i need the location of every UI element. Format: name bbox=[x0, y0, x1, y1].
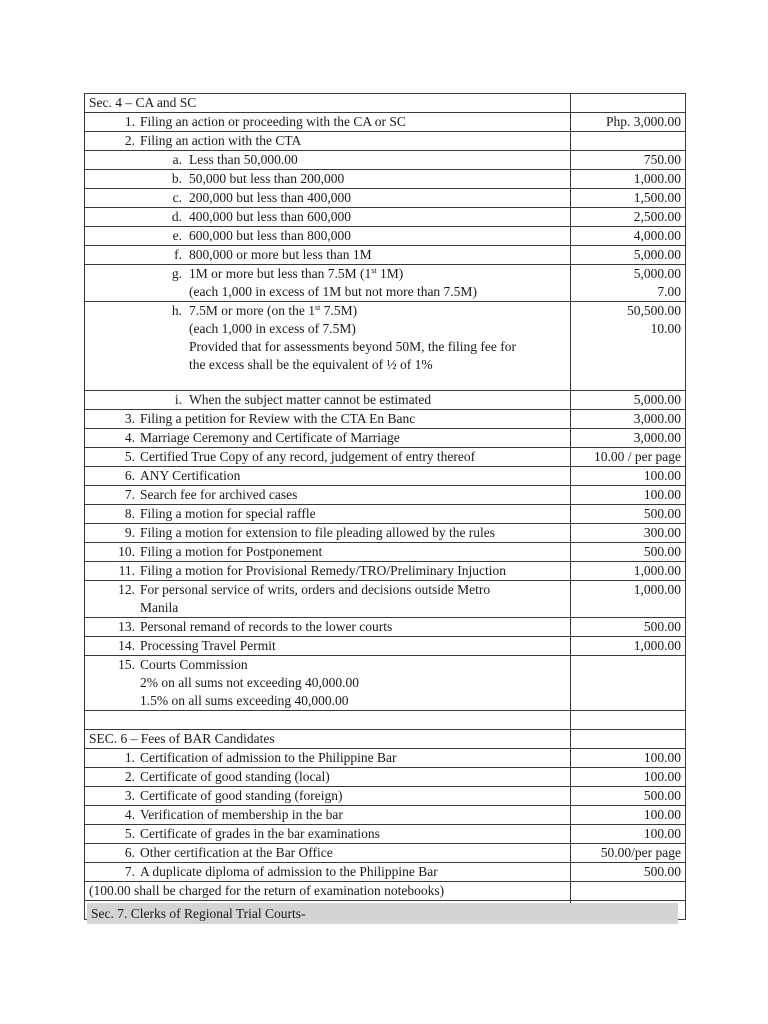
item-description: Search fee for archived cases bbox=[140, 487, 298, 502]
subitem-letter: g. bbox=[171, 266, 182, 281]
fee-value: 100.00 bbox=[571, 467, 686, 486]
table-row bbox=[85, 730, 686, 749]
item-number: 7. bbox=[124, 487, 135, 502]
table-row bbox=[85, 863, 686, 882]
fee-value: 100.00 bbox=[571, 749, 686, 768]
fee-cell bbox=[571, 656, 686, 711]
item-number: 4. bbox=[124, 807, 135, 822]
subitem-letter: f. bbox=[174, 247, 182, 262]
table-row bbox=[85, 94, 686, 113]
table-row bbox=[85, 391, 686, 410]
item-number: 2. bbox=[124, 769, 135, 784]
table-row bbox=[85, 302, 686, 391]
item-number: 3. bbox=[124, 788, 135, 803]
item-description: Other certification at the Bar Office bbox=[140, 845, 333, 860]
subitem-description: 7.5M or more (on the 1 bbox=[189, 303, 315, 318]
table-row bbox=[85, 562, 686, 581]
fee-value: 1,000.00 bbox=[571, 562, 686, 581]
subitem-letter: b. bbox=[171, 171, 182, 186]
item-continuation: 1.5% on all sums exceeding 40,000.00 bbox=[140, 693, 349, 708]
fee-value: 2,500.00 bbox=[571, 208, 686, 227]
table-row bbox=[85, 882, 686, 901]
table-row bbox=[85, 246, 686, 265]
table-row bbox=[85, 170, 686, 189]
fee-value: 500.00 bbox=[571, 863, 686, 882]
item-number: 9. bbox=[124, 525, 135, 540]
fee-value: 5,000.00 bbox=[633, 266, 681, 281]
table-row bbox=[85, 637, 686, 656]
item-description: ANY Certification bbox=[140, 468, 241, 483]
section-heading bbox=[85, 94, 571, 113]
fee-value: 500.00 bbox=[571, 505, 686, 524]
table-row bbox=[85, 429, 686, 448]
subitem-description: 600,000 but less than 800,000 bbox=[189, 228, 351, 243]
subitem-description: When the subject matter cannot be estimated bbox=[189, 392, 432, 407]
fee-value: 100.00 bbox=[571, 825, 686, 844]
fee-value: 10.00 bbox=[650, 321, 681, 336]
item-description: Certificate of good standing (local) bbox=[140, 769, 330, 784]
subitem-letter: d. bbox=[171, 209, 182, 224]
subitem-description: 800,000 or more but less than 1M bbox=[189, 247, 372, 262]
table-row bbox=[85, 486, 686, 505]
item-number: 1. bbox=[124, 114, 135, 129]
item-description: Filing a motion for special raffle bbox=[140, 506, 316, 521]
table-row bbox=[85, 844, 686, 863]
fee-value: 500.00 bbox=[571, 543, 686, 562]
table-row bbox=[85, 208, 686, 227]
table-row bbox=[85, 505, 686, 524]
fee-value: 300.00 bbox=[571, 524, 686, 543]
table-row bbox=[85, 467, 686, 486]
item-description: Filing an action with the CTA bbox=[140, 133, 302, 148]
subitem-description-end: 1M) bbox=[376, 266, 404, 281]
subitem-letter: e. bbox=[172, 228, 182, 243]
fee-cell bbox=[571, 730, 686, 749]
item-number: 15. bbox=[118, 657, 135, 672]
item-number: 5. bbox=[124, 449, 135, 464]
fee-schedule-table bbox=[84, 93, 686, 920]
table-row bbox=[85, 524, 686, 543]
table-row bbox=[85, 787, 686, 806]
fee-value: 50.00/per page bbox=[571, 844, 686, 863]
subitem-letter: i. bbox=[174, 392, 182, 407]
item-description: Certificate of grades in the bar examinations bbox=[140, 826, 380, 841]
table-row bbox=[85, 768, 686, 787]
table-row bbox=[85, 227, 686, 246]
item-number: 8. bbox=[124, 506, 135, 521]
superscript: st bbox=[314, 303, 321, 312]
subitem-description-end: 7.5M) bbox=[320, 303, 358, 318]
subitem-proviso: the excess shall be the equivalent of ½ of 1% bbox=[189, 357, 433, 372]
item-number: 10. bbox=[118, 544, 135, 559]
fee-value: 100.00 bbox=[571, 806, 686, 825]
item-description: Processing Travel Permit bbox=[140, 638, 276, 653]
next-section-heading bbox=[87, 903, 678, 924]
item-description: Filing a petition for Review with the CTA En Banc bbox=[140, 411, 416, 426]
section-note: (100.00 shall be charged for the return of examination notebooks) bbox=[89, 883, 445, 898]
subitem-letter: h. bbox=[171, 303, 182, 318]
fee-cell bbox=[571, 94, 686, 113]
item-description: A duplicate diploma of admission to the Philippine Bar bbox=[140, 864, 438, 879]
fee-value: 1,000.00 bbox=[571, 581, 686, 618]
subitem-description: 50,000 but less than 200,000 bbox=[189, 171, 345, 186]
item-description: Certified True Copy of any record, judgement of entry thereof bbox=[140, 449, 476, 464]
spacer-row bbox=[85, 711, 686, 730]
item-number: 5. bbox=[124, 826, 135, 841]
subitem-description: Less than 50,000.00 bbox=[189, 152, 298, 167]
table-row bbox=[85, 656, 686, 711]
fee-value: 3,000.00 bbox=[571, 429, 686, 448]
item-continuation: Manila bbox=[140, 600, 179, 615]
fee-value: 10.00 / per page bbox=[571, 448, 686, 467]
fee-value: 5,000.00 bbox=[571, 391, 686, 410]
fee-value: 1,000.00 bbox=[571, 170, 686, 189]
fee-value: 7.00 bbox=[657, 284, 681, 299]
item-continuation: 2% on all sums not exceeding 40,000.00 bbox=[140, 675, 359, 690]
table-row bbox=[85, 825, 686, 844]
fee-cell bbox=[571, 132, 686, 151]
section-title: Sec. 4 – CA and SC bbox=[89, 95, 197, 110]
fee-value: 50,500.00 bbox=[627, 303, 681, 318]
item-number: 2. bbox=[124, 133, 135, 148]
subitem-letter: c. bbox=[172, 190, 182, 205]
item-number: 12. bbox=[118, 582, 135, 597]
table-row bbox=[85, 151, 686, 170]
table-row bbox=[85, 132, 686, 151]
item-description: Filing a motion for Postponement bbox=[140, 544, 323, 559]
item-description: Certificate of good standing (foreign) bbox=[140, 788, 343, 803]
subitem-letter: a. bbox=[172, 152, 182, 167]
item-number: 1. bbox=[124, 750, 135, 765]
fee-value: 4,000.00 bbox=[571, 227, 686, 246]
item-number: 7. bbox=[124, 864, 135, 879]
table-row bbox=[85, 749, 686, 768]
subitem-description: 400,000 but less than 600,000 bbox=[189, 209, 351, 224]
item-description: Verification of membership in the bar bbox=[140, 807, 343, 822]
table-row bbox=[85, 189, 686, 208]
fee-value: 1,000.00 bbox=[571, 637, 686, 656]
table-row bbox=[85, 410, 686, 429]
subitem-proviso: Provided that for assessments beyond 50M, the filing fee for bbox=[189, 339, 516, 354]
fee-value: 500.00 bbox=[571, 618, 686, 637]
subitem-continuation: (each 1,000 in excess of 7.5M) bbox=[189, 321, 356, 336]
table-row bbox=[85, 806, 686, 825]
subitem-description: 1M or more but less than 7.5M (1 bbox=[189, 266, 372, 281]
fee-value: 100.00 bbox=[571, 768, 686, 787]
item-number: 13. bbox=[118, 619, 135, 634]
item-description: Personal remand of records to the lower courts bbox=[140, 619, 393, 634]
item-number: 14. bbox=[118, 638, 135, 653]
table-row bbox=[85, 448, 686, 467]
item-description: Marriage Ceremony and Certificate of Marriage bbox=[140, 430, 400, 445]
table-row bbox=[85, 581, 686, 618]
fee-value: 3,000.00 bbox=[571, 410, 686, 429]
table-row bbox=[85, 543, 686, 562]
section-title: SEC. 6 – Fees of BAR Candidates bbox=[89, 731, 275, 746]
item-number: 3. bbox=[124, 411, 135, 426]
item-description: For personal service of writs, orders and decisions outside Metro bbox=[140, 582, 491, 597]
item-description: Courts Commission bbox=[140, 657, 248, 672]
subitem-description: 200,000 but less than 400,000 bbox=[189, 190, 351, 205]
item-number: 4. bbox=[124, 430, 135, 445]
fee-value: 100.00 bbox=[571, 486, 686, 505]
item-number: 6. bbox=[124, 468, 135, 483]
fee-value: 5,000.00 bbox=[571, 246, 686, 265]
item-description: Certification of admission to the Philippine Bar bbox=[140, 750, 397, 765]
item-number: 6. bbox=[124, 845, 135, 860]
fee-value: Php. 3,000.00 bbox=[571, 113, 686, 132]
fee-value: 750.00 bbox=[571, 151, 686, 170]
item-description: Filing a motion for extension to file pleading allowed by the rules bbox=[140, 525, 496, 540]
table-row bbox=[85, 113, 686, 132]
item-description: Filing a motion for Provisional Remedy/TRO/Preliminary Injuction bbox=[140, 563, 506, 578]
section-title: Sec. 7. Clerks of Regional Trial Courts- bbox=[91, 906, 306, 921]
fee-value: 500.00 bbox=[571, 787, 686, 806]
table-row bbox=[85, 618, 686, 637]
table-row bbox=[85, 265, 686, 302]
fee-value: 1,500.00 bbox=[571, 189, 686, 208]
subitem-continuation: (each 1,000 in excess of 1M but not more than 7.5M) bbox=[189, 284, 477, 299]
superscript: st bbox=[371, 266, 377, 275]
item-number: 11. bbox=[118, 563, 135, 578]
item-description: Filing an action or proceeding with the CA or SC bbox=[140, 114, 406, 129]
fee-cell bbox=[571, 882, 686, 901]
